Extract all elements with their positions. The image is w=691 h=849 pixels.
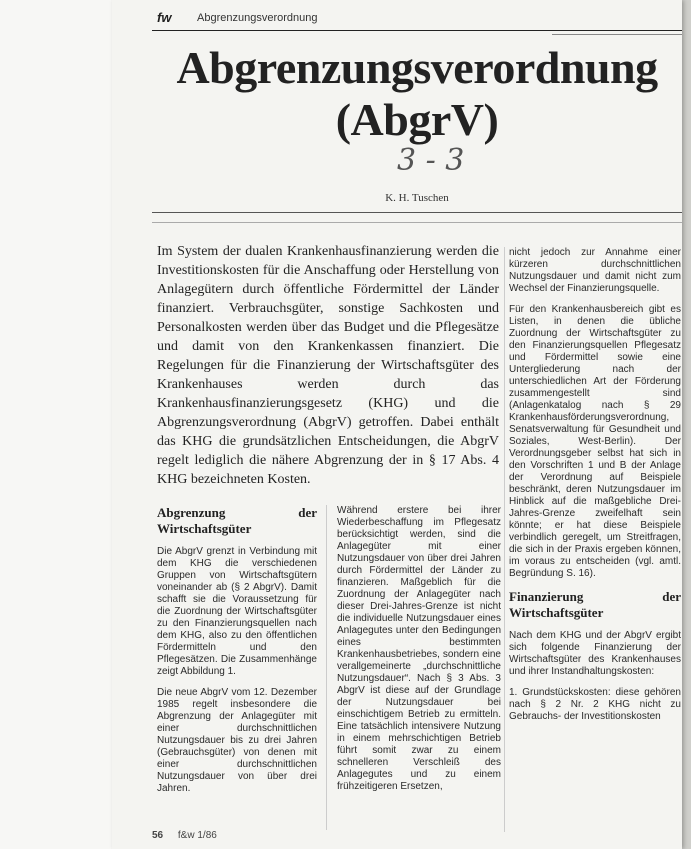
section-heading-finanzierung: Finanzierung der Wirtschaftsgüter [509,589,681,620]
title-line-2: (AbgrV) [335,94,499,145]
document-page [112,0,682,849]
column-divider [504,247,505,832]
side-column [509,247,681,732]
header-rule [152,30,682,31]
side-paragraph-4: 1. Grundstückskosten: diese gehören nach § 2 Nr. 2 KHG nicht zu Gebrauchs- der Investitionskosten [509,687,681,722]
side-paragraph-1: nicht jedoch zur Annahme einer kürzeren durchschnittlichen Nutzungsdauer und damit nicht zum Wechsel der Finanzierungsquelle. [509,247,681,294]
intro-paragraph: Im System der dualen Krankenhausfinanzierung werden die Investitionskosten für die Anschaffung oder Herstellung von Anlagegütern durch öffentliche Fördermittel der Länder finanziert. Verbrauchsgüter, sonstige Sachkosten und Personalkosten werden über das Budget und die Pflegesätze und damit von den Krankenkassen finanziert. Die Regelungen für die Finanzierung der Wirtschaftsgüter des Krankenhauses werden durch das Krankenhausfinanzierungsgesetz (KHG) und die Abgrenzungsverordnung (AbgrV) getroffen. Dabei enthält das KHG die grundsätzlichen Entscheidungen, die AbgrV regelt lediglich die nähere Abgrenzung der in § 17 Abs. 4 KHG bezeichneten Kosten. [157,244,499,487]
side-paragraph-2: Für den Krankenhausbereich gibt es Listen, in denen die übliche Zuordnung der Wirtschaftsgüter zu den Finanzierungsquellen Pflegesatz und Fördermittel sowie eine Untergliederung nach der unterschiedlichen Art der Förderung zusammengestellt sind (Anlagenkatalog nach § 29 Krankenhausförderungsverordnung, Senatsverwaltung für Gesundheit und Soziales, West-Berlin). Der Verordnungsgeber selbst hat sich in den Vorschriften 1 und B der Anlage der Verordnung auf Beispiele beschränkt, deren Nutzungsdauer im Hinblick auf die maßgebliche Drei-Jahres-Grenze zweifelhaft sein könnte; er hat diese Beispiele verbindlich geregelt, um Streitfragen, die sich in der Praxis ergeben können, im voraus zu entscheiden (vgl. amtl. Begründung S. 16). [509,304,681,579]
page-number: 56 [152,830,164,841]
author-name: K. H. Tuschen [385,192,449,204]
section-heading-abgrenzung: Abgrenzung der Wirtschaftsgüter [157,505,317,536]
journal-citation: f&w 1/86 [177,830,217,841]
scan-background-left [0,0,112,849]
column-2: Während erstere bei ihrer Wiederbeschaffung im Pflegesatz berücksichtigt werden, sind die Anlagegüter mit einer Nutzungsdauer von über drei Jahren durch Fördermittel der Länder zu finanzieren. Maßgeblich für die Zuordnung der Anlagegüter nach dieser Drei-Jahres-Grenze ist nicht die individuelle Nutzungsdauer eines Anlagegutes unter den Bedingungen eines bestimmten Krankenhausbetriebes, sondern eine verallgemeinerte „durchschnittliche Nutzungsdauer“. Nach § 3 Abs. 3 AbgrV ist diese auf der Grundlage der Nutzungsdauer bei einschichtigem Betrieb zu ermitteln. Eine tatsächlich intensivere Nutzung in einem mehrschichtigen Betrieb führt somit zwar zu einem schnelleren Verschleiß des Anlagegutes und zu einem frühzeitigeren Ersetzen, [337,505,501,792]
column-divider-lower [326,505,327,830]
journal-logo: fw [157,10,172,25]
side-paragraph-3: Nach dem KHG und der AbgrV ergibt sich folgende Finanzierung der Wirtschaftsgüter des Krankenhauses und ihrer Instandhaltungskosten: [509,630,681,677]
column-1-paragraph-2: Die neue AbgrV vom 12. Dezember 1985 regelt insbesondere die Abgrenzung der Anlagegüter mit einer durchschnittlichen Nutzungsdauer bis zu drei Jahren (Gebrauchsgüter) von denen mit einer durchschnittlichen Nutzungsdauer von über drei Jahren. [157,687,317,794]
title-rule-thin [152,222,682,223]
column-1-paragraph-1: Die AbgrV grenzt in Verbindung mit dem KHG die verschiedenen Gruppen von Wirtschaftsgütern voneinander ab (§ 2 AbgrV). Damit schafft sie die Voraussetzung für die Zuordnung der Wirtschaftsgüter zu den Finanzierungsquellen nach dem KHG, also zu den öffentlichen Fördermitteln und den Pflegesätzen. Die Zusammenhänge zeigt Abbildung 1. [157,546,317,677]
title-line-1: Abgrenzungsverordnung [176,42,658,93]
header-rule-secondary [552,34,682,35]
column-1 [157,505,317,804]
page-footer [152,830,217,841]
title-rule [152,212,682,213]
handwritten-annotation: 3 - 3 [397,143,465,178]
running-title: Abgrenzungsverordnung [197,12,318,24]
article-title [152,42,682,146]
